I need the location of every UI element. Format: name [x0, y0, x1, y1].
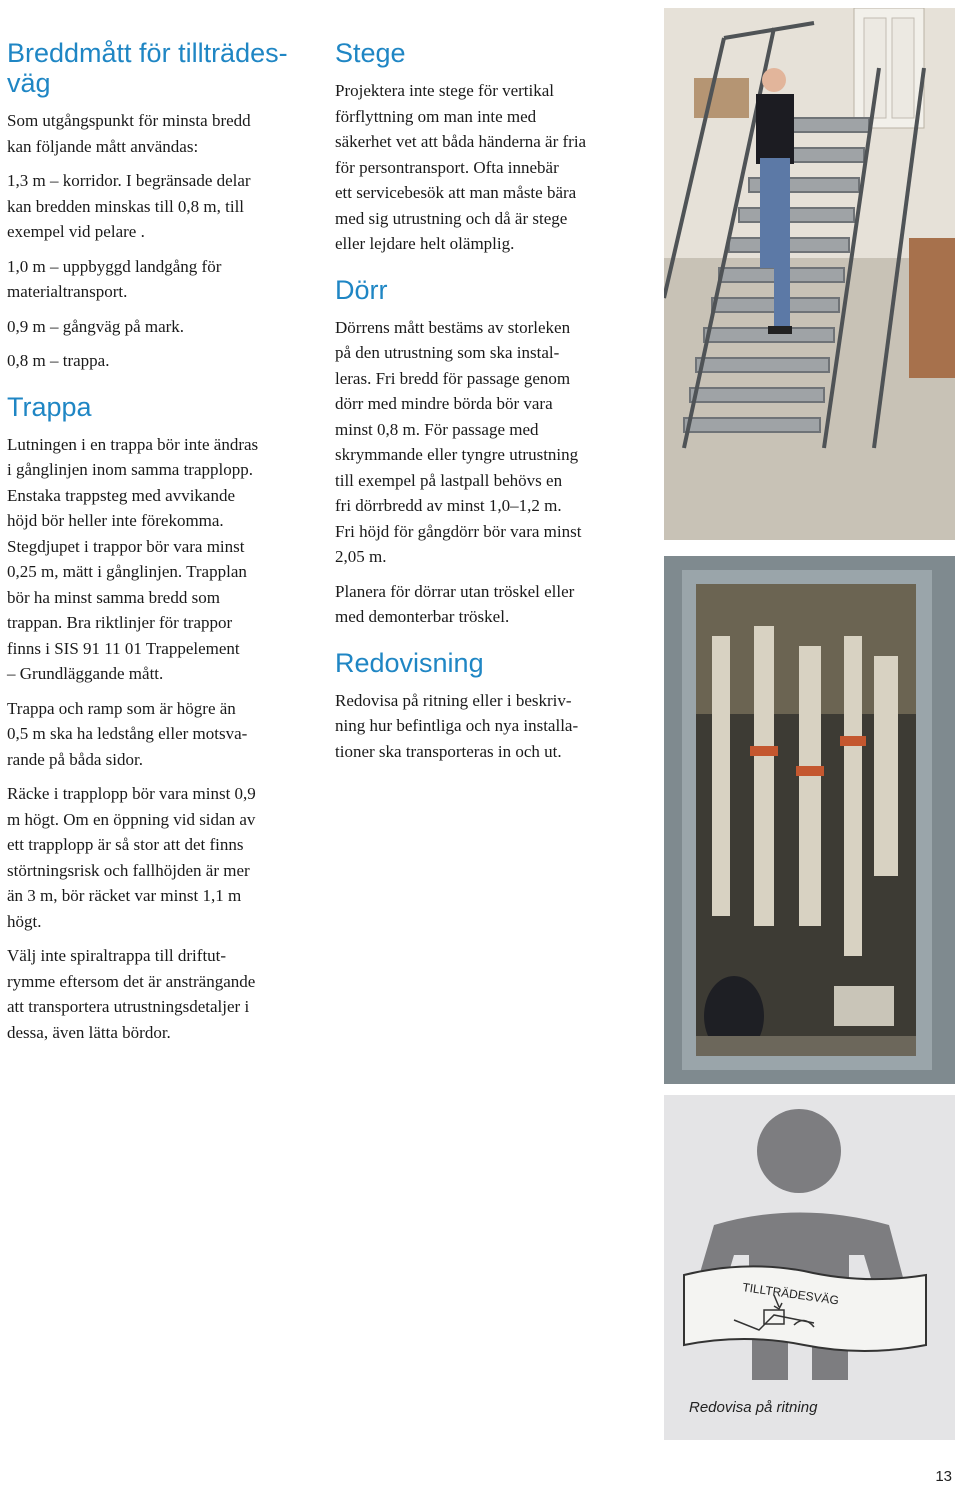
heading-breddmatt: Breddmått för tillträdes- väg	[7, 38, 288, 98]
page-number: 13	[935, 1468, 952, 1485]
photo-door	[664, 556, 955, 1084]
paragraph-landgang: 1,0 m – uppbyggd landgång för materialtransport.	[7, 256, 222, 301]
paragraph-ledstang: Trappa och ramp som är högre än 0,5 m ska ha ledstång eller motsva- rande på båda sidor.	[7, 698, 248, 769]
heading-trappa: Trappa	[7, 391, 92, 422]
heading-redovisning: Redovisning	[335, 647, 484, 678]
photo-stairs	[664, 8, 955, 540]
paragraph-gangvag: 0,9 m – gångväg på mark.	[7, 316, 185, 336]
heading-stege: Stege	[335, 38, 406, 68]
map-label: TILLTRÄDESVÄG	[741, 1280, 840, 1308]
paragraph-racke: Räcke i trapplopp bör vara minst 0,9 m högt. Om en öppning vid sidan av ett trapplopp är så stor att det finns störtningsrisk och fallhöjden är mer än 3 m, bör räcket var minst 1,1 m högt.	[7, 784, 256, 931]
paragraph-lutning: Lutningen i en trappa bör inte ändras i gånglinjen inom samma trapplopp. Enstaka trappsteg med avvikande höjd bör heller inte förekomma. Stegdjupet i trappor bör vara minst 0,25 m, mätt i gånglinjen. Trapplan bör ha minst samma bredd som trappan. Bra riktlinjer för trappor finns i SIS 91 11 01 Trappelement – Grundläggande mått.	[7, 434, 259, 683]
heading-dorr: Dörr	[335, 274, 388, 305]
illustration-caption: Redovisa på ritning	[689, 1399, 818, 1416]
paragraph-troskel: Planera för dörrar utan tröskel eller med demonterbar tröskel.	[335, 581, 575, 626]
paragraph-redovisning: Redovisa på ritning eller i beskriv- ning hur befintliga och nya installa- tioner ska transporteras in och ut.	[335, 690, 579, 761]
paragraph-korridor: 1,3 m – korridor. I begränsade delar kan bredden minskas till 0,8 m, till exempel vid pelare .	[7, 171, 251, 241]
paragraph-spiraltrappa: Välj inte spiraltrappa till driftut- rymme eftersom det är ansträngande att transportera utrustningsdetaljer i dessa, även lätta bördor.	[7, 946, 256, 1042]
middle-column	[335, 38, 635, 773]
paragraph-dorr-matt: Dörrens mått bestäms av storleken på den utrustning som ska instal- leras. Fri bredd för passage genom dörr med mindre börda bör vara minst 0,8 m. För passage med skrymmande eller tyngre utrustning till exempel på lastpall behövs en fri dörrbredd av minst 1,0–1,2 m. Fri höjd för gångdörr bör vara minst 2,05 m.	[335, 317, 582, 566]
paragraph-utgangspunkt: Som utgångspunkt för minsta bredd kan följande mått användas:	[7, 111, 251, 156]
paragraph-stege: Projektera inte stege för vertikal förflyttning om man inte med säkerhet vet att båda händerna är fria för persontransport. Ofta innebär ett servicebesök att man måste bära med sig utrustning och då är stege eller lejdare helt olämplig.	[335, 81, 587, 253]
paragraph-trappa-matt: 0,8 m – trappa.	[7, 351, 110, 370]
left-column	[7, 38, 307, 1054]
illustration-person-with-drawing	[664, 1095, 955, 1440]
